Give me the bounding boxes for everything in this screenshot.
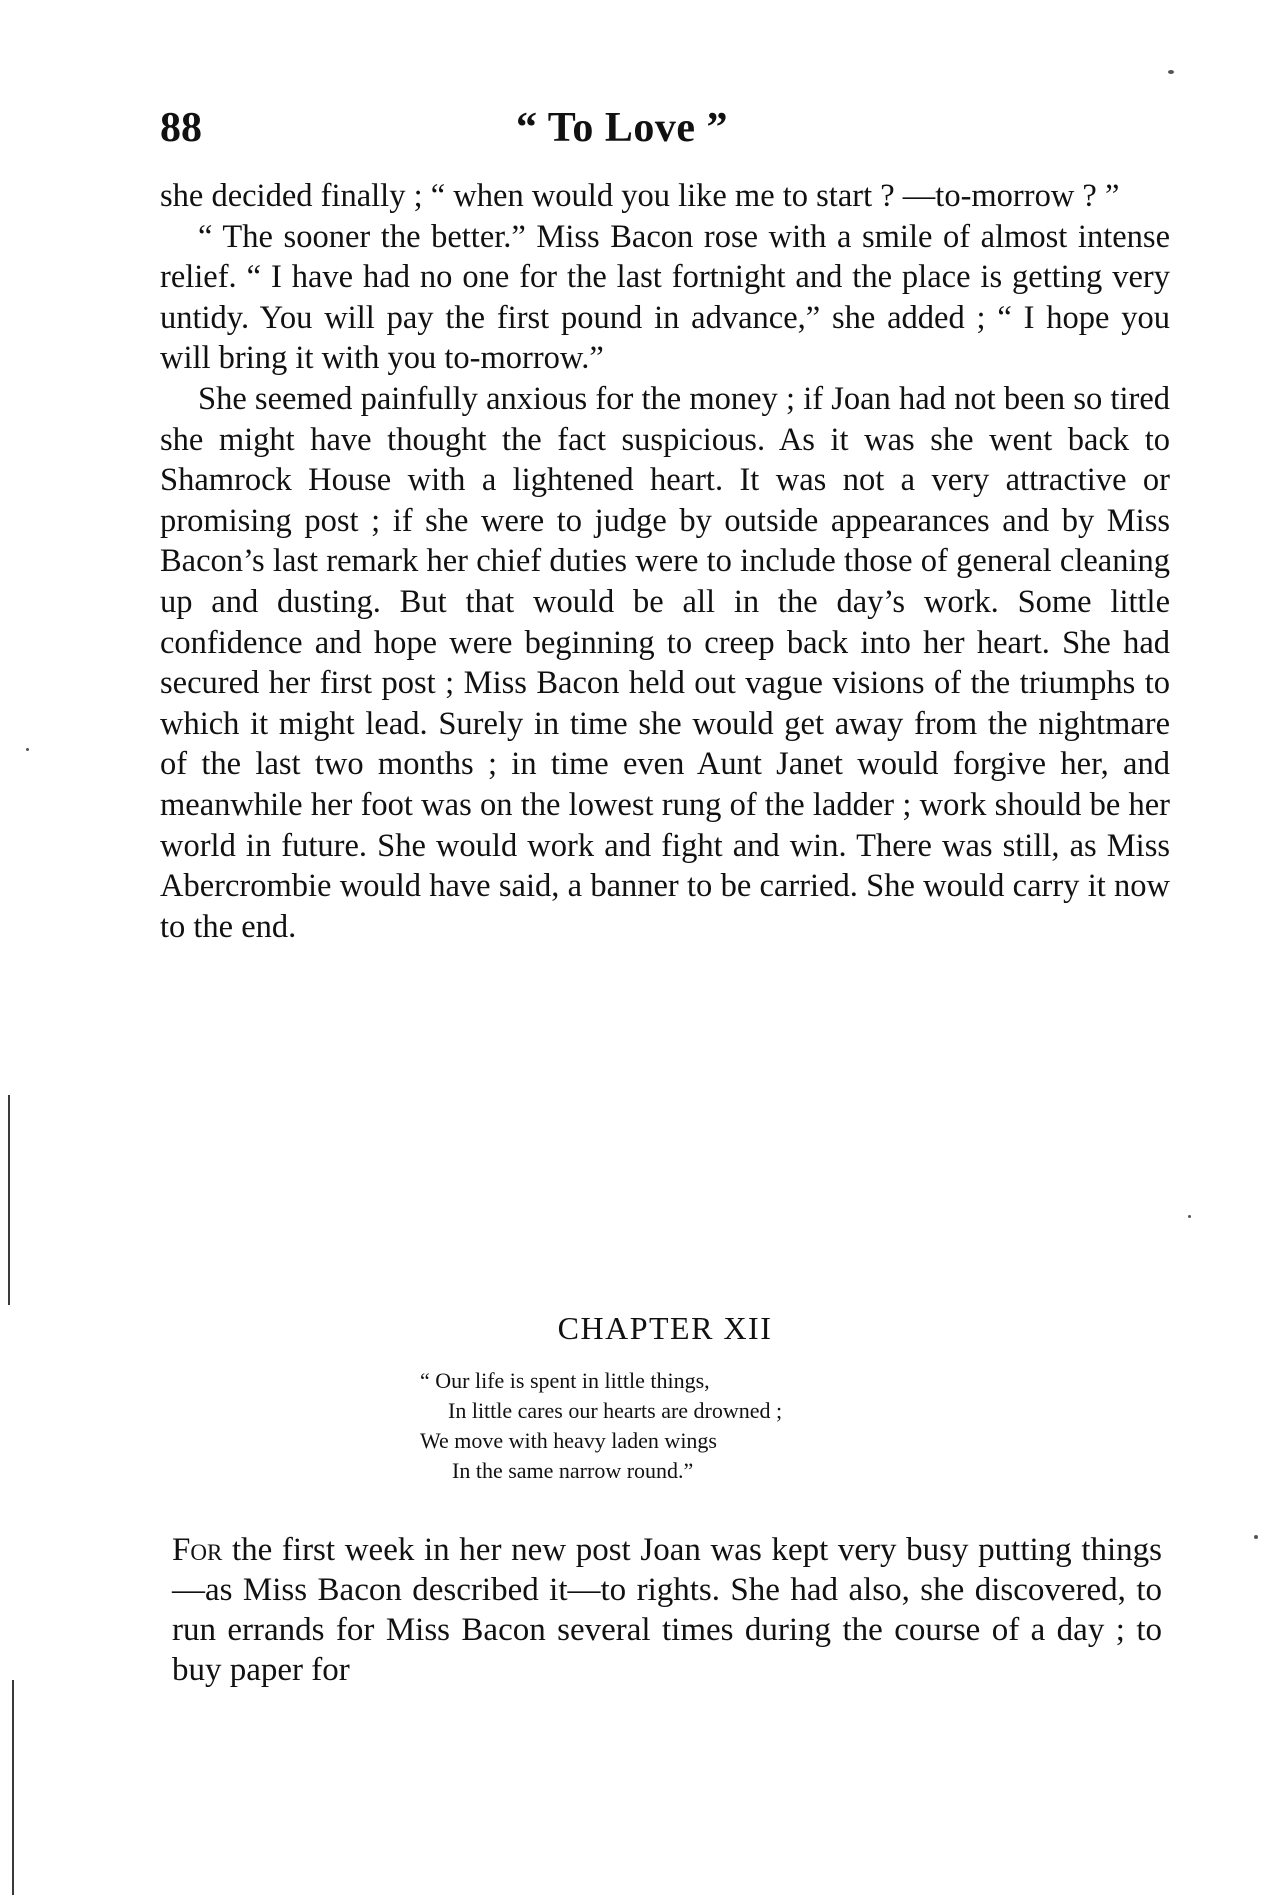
running-title: “ To Love ”: [516, 105, 729, 151]
epigraph-line: In the same narrow round.”: [452, 1458, 694, 1483]
body-paragraph: She seemed painfully anxious for the money ; if Joan had not been so tired she might have thought the fact suspicious. As it was she went back to Shamrock House with a lightened heart. It was not a very attractive or promising post ; if she were to judge by outside appearances and by Miss Bacon’s last remark her chief duties were to include those of general cleaning up and dusting. But that would be all in the day’s work. Some little confidence and hope were beginning to creep back into her heart. She had secured her first post ; Miss Bacon held out vague visions of the triumphs to which it might lead. Surely in time she would get away from the nightmare of the last two months ; in time even Aunt Janet would forgive her, and meanwhile her foot was on the lowest rung of the ladder ; work should be her world in future. She would work and fight and win. There was still, as Miss Abercrombie would have said, a banner to be carried. She would carry it now to the end.: [160, 380, 1170, 945]
scan-speck: [1168, 70, 1174, 74]
scan-speck: [1254, 1535, 1258, 1539]
page-number: 88: [160, 105, 202, 151]
page-header: [160, 100, 1160, 160]
epigraph-line: In little cares our hearts are drowned ;: [448, 1398, 783, 1423]
body-text: [160, 176, 1170, 947]
chapter-heading: CHAPTER XII: [557, 1310, 773, 1346]
body-paragraph: “ The sooner the better.” Miss Bacon rose with a smile of almost intense relief. “ I have had no one for the last fortnight and the place is getting very untidy. You will pay the first pound in advance,” she added ; “ I hope you will bring it with you to-morrow.”: [160, 218, 1170, 377]
chapter-epigraph: [420, 1366, 980, 1486]
body-paragraph: she decided finally ; “ when would you like me to start ? —to-morrow ? ”: [160, 178, 1120, 214]
chapter-opening-text: [172, 1530, 1162, 1690]
scan-speck: [1188, 1215, 1191, 1218]
epigraph-line: We move with heavy laden wings: [420, 1428, 717, 1453]
scan-edge-mark: [12, 1680, 14, 1895]
epigraph-line: “ Our life is spent in little things,: [420, 1368, 710, 1393]
chapter-opening-lead: For: [172, 1532, 223, 1568]
chapter-opening-paragraph: [172, 1530, 1162, 1690]
scan-edge-mark: [8, 1095, 10, 1305]
chapter-opening-body: the first week in her new post Joan was kept very busy putting things—as Miss Bacon described it—to rights. She had also, she discovered, to run errands for Miss Bacon several times during the course of a day ; to buy paper for: [172, 1532, 1162, 1688]
scan-speck: [26, 748, 29, 751]
